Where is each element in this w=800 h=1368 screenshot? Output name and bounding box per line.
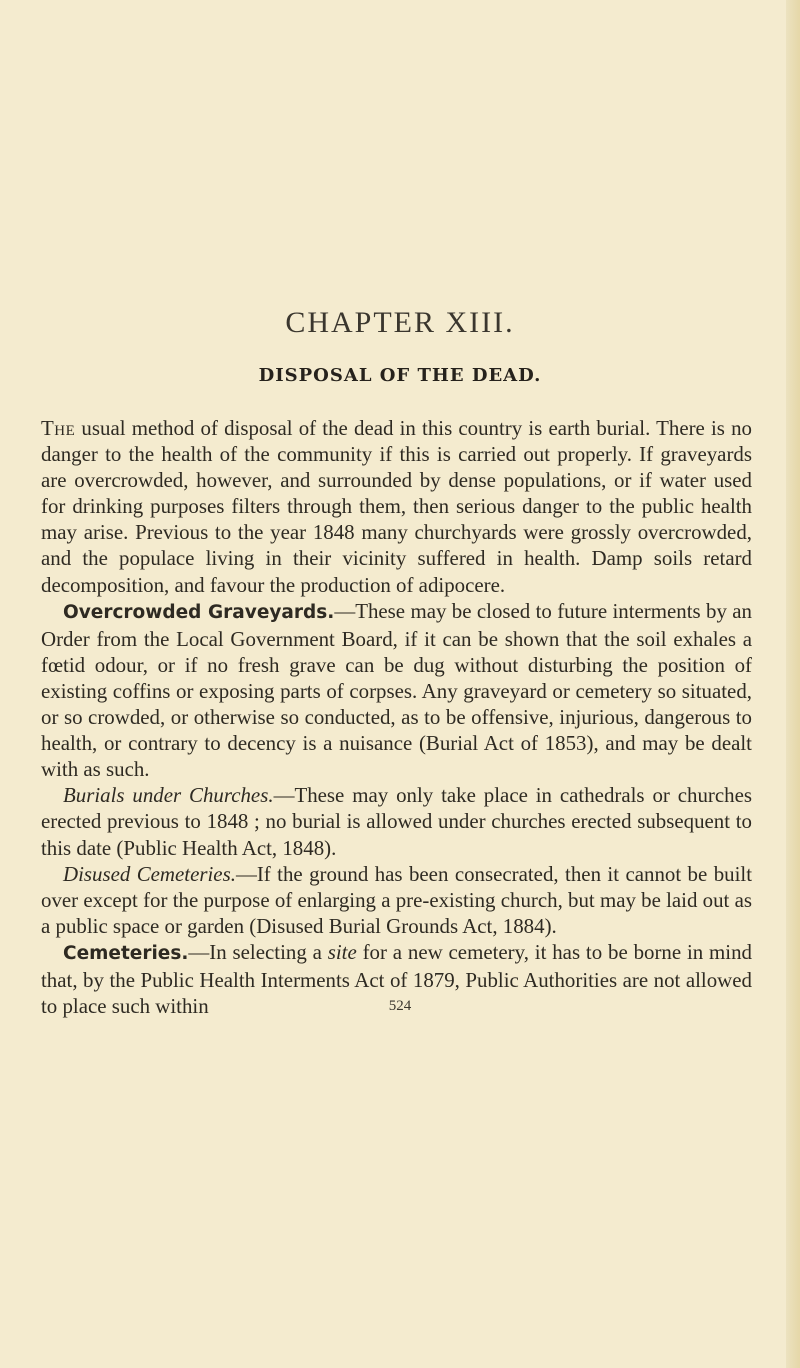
- paragraph-text: —If the ground has been consecrated, then it cannot be built over except for the purpose of enlarging a pre-existing church, but may be laid out as a public space or garden (Disused Burial Grounds Act, 1884).: [41, 861, 752, 938]
- lead-word: The: [41, 416, 76, 440]
- emphasis-word: site: [327, 939, 357, 964]
- chapter-subtitle: DISPOSAL OF THE DEAD.: [258, 365, 542, 386]
- paragraph-overcrowded-graveyards: [41, 598, 752, 783]
- section-heading: Overcrowded Graveyards.: [63, 601, 335, 623]
- section-heading: Cemeteries.: [63, 942, 189, 964]
- paragraph-text: —These may only take place in cathedrals or churches erected previous to 1848 ; no burial is allowed under churches erected subsequent to this date (Public Health Act, 1848).: [41, 783, 752, 860]
- chapter-title: CHAPTER XIII.: [285, 306, 515, 339]
- paragraph-text: for a new cemetery, it has to be borne in mind that, by the Public Health Interments Act of 1879, Public Authorities are not allowed to place such within: [41, 939, 753, 1019]
- page-edge: [786, 0, 800, 1368]
- paragraph-disused-cemeteries: [41, 861, 752, 939]
- paragraph-intro: [41, 415, 752, 598]
- body-text: [41, 415, 752, 1019]
- section-heading: Burials under Churches.: [63, 783, 274, 808]
- paragraph-text: —These may be closed to future interments by an Order from the Local Government Board, if it can be shown that the soil exhales a fœtid odour, or if no fresh grave can be dug without disturbing the position of existing coffins or exposing parts of corpses. Any graveyard or cemetery so situated, or so crowded, or otherwise so conducted, as to be offensive, injurious, dangerous to health, or contrary to decency is a nuisance (Burial Act of 1853), and may be dealt with as such.: [41, 598, 752, 782]
- paragraph-text: usual method of disposal of the dead in this country is earth burial. There is no danger to the health of the community if this is carried out properly. If graveyards are overcrowded, however, and surrounded by dense populations, or if water used for drinking purposes filters through them, then serious danger to the public health may arise. Previous to the year 1848 many churchyards were grossly overcrowded, and the populace living in their vicinity suffered in health. Damp soils retard decomposition, and favour the production of adipocere.: [41, 416, 752, 597]
- section-heading: Disused Cemeteries.: [63, 861, 236, 886]
- paragraph-text: —In selecting a: [188, 939, 328, 964]
- page-number: 524: [388, 998, 412, 1014]
- paragraph-burials-under-churches: [41, 782, 752, 860]
